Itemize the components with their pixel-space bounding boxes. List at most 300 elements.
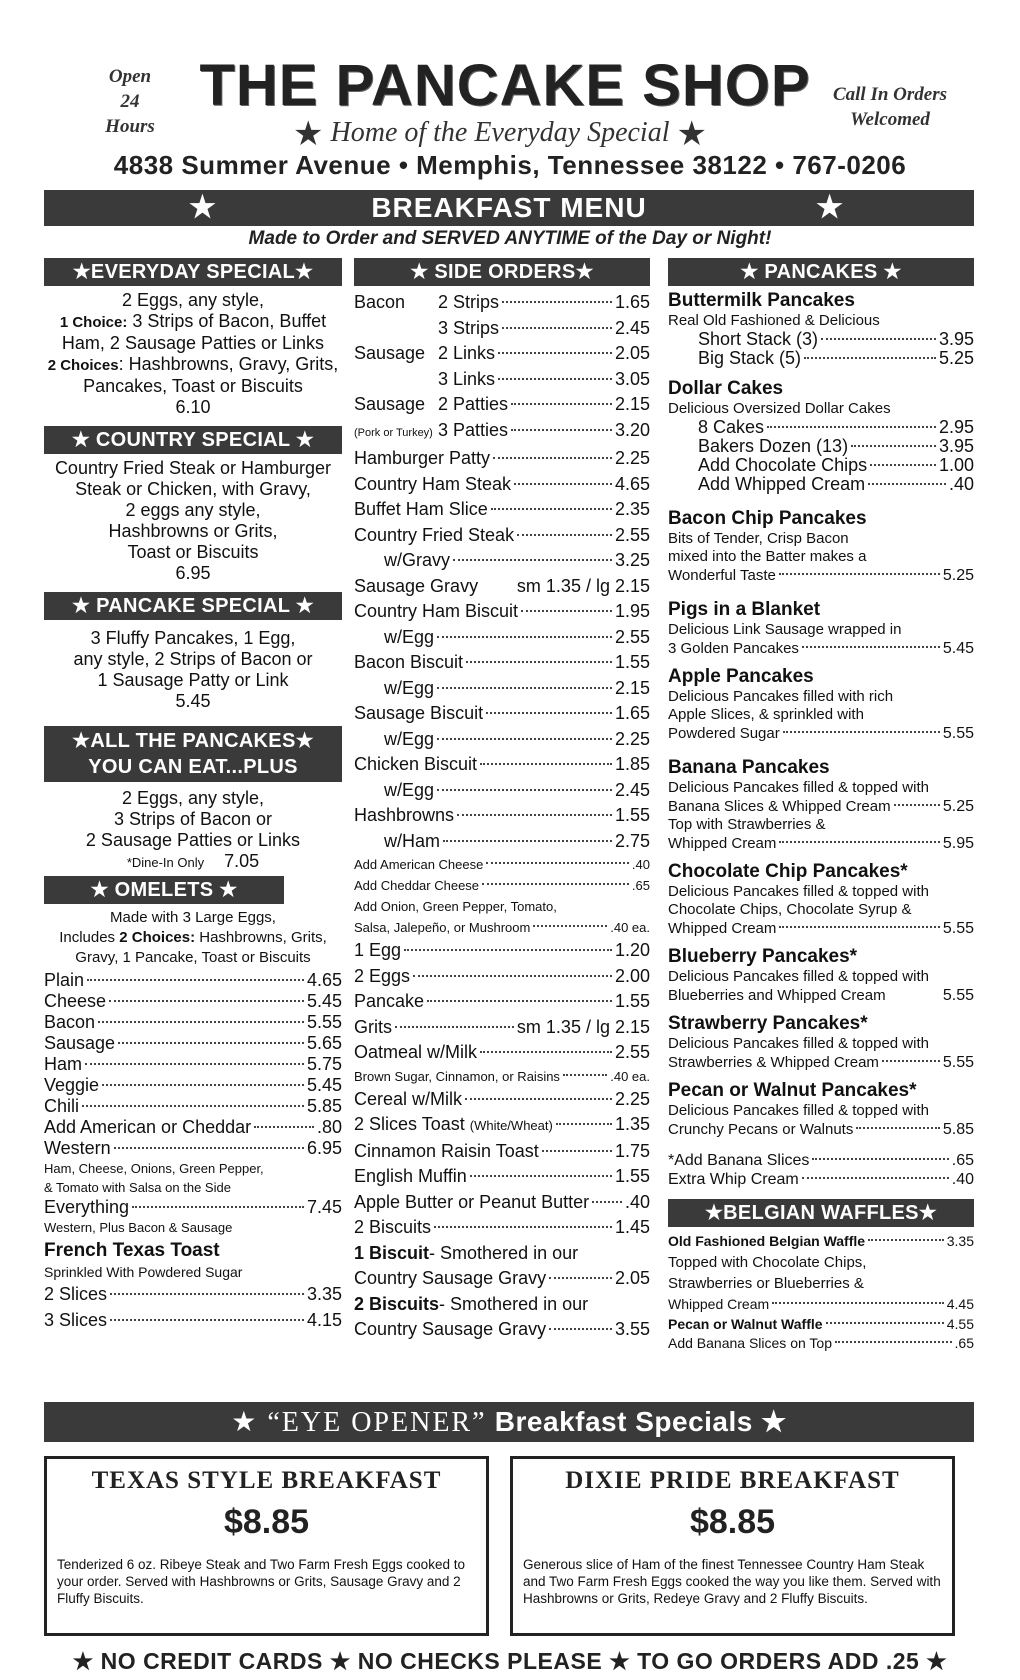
menu-item [354,1241,650,1267]
item-name: Cheese [44,991,107,1011]
item-name: Banana Slices & Whipped Cream [668,798,891,815]
item-price: .40 [624,1191,650,1212]
country-special [44,458,342,584]
tagline-text: Home of the Everyday Special [330,117,670,148]
item-name: w/Ham [384,830,441,851]
menu-item [354,938,650,964]
menu-item [354,1317,650,1343]
star-icon: ★ [293,116,324,153]
desc-line: 2 Eggs, any style, [121,290,265,310]
item-price: 3.55 [614,1319,650,1339]
item-price: 2.55 [614,1042,650,1062]
price: 6.95 [175,563,211,583]
item-price: 1.45 [614,1217,650,1237]
item-price: sm 1.35 / lg 2.15 [516,575,650,596]
item-note: Western, Plus Bacon & Sausage [44,1220,233,1235]
menu-item [354,829,650,855]
item-price: .65 [954,1335,974,1351]
desc-line: Pancakes, Toast or Biscuits [83,376,303,396]
menu-item [354,778,650,804]
eye-opener-quote: ★ “EYE OPENER” [231,1407,487,1438]
item-name: Add Banana Slices on Top [668,1335,832,1351]
waffle-desc: Strawberries or Blueberries & [668,1275,864,1292]
item-note: Ham, Cheese, Onions, Green Pepper, [44,1161,264,1176]
special-price: $8.85 [223,1503,310,1541]
item-name: English Muffin [354,1166,467,1186]
item-price: 2.25 [614,1088,650,1109]
item-name: Brown Sugar, Cinnamon, or Raisins [354,1068,560,1084]
item-price: 3.35 [946,1233,974,1249]
item-price: 2.55 [614,524,650,545]
everyday-special [44,290,342,418]
item-price: 1.35 [614,1114,650,1134]
desc-line: Gravy, 1 Pancake, Toast or Biscuits [75,949,311,966]
choice-label: 2 Choices [47,357,119,374]
item-price: 4.55 [946,1316,974,1332]
item-name: Chili [44,1096,80,1116]
item-name: Bacon Biscuit [354,652,464,672]
menu-item [354,418,650,447]
item-price: .40 [631,857,650,872]
item-name: 1 Egg [354,940,402,960]
desc-line: Country Fried Steak or Hamburger [54,458,332,478]
item-price: 5.45 [306,991,342,1011]
item-price: 5.75 [306,1054,342,1074]
item-price: 1.75 [614,1140,650,1161]
menu-item [668,919,974,938]
menu-item [354,1139,650,1165]
item-size: 2 Patties [438,394,509,414]
menu-item [44,991,342,1012]
item-price: 1.65 [614,292,650,312]
item-name: Everything [44,1197,130,1217]
item-name: Western [44,1138,111,1158]
item-name: w/Egg [384,677,435,698]
item-name: Strawberries & Whipped Cream [668,1054,879,1071]
menu-item [44,1282,342,1308]
item-desc: - Smothered in our [439,1293,589,1314]
menu-item [354,523,650,549]
menu-item [354,290,650,316]
item-price: 1.95 [614,601,650,621]
item-price: 1.55 [614,652,650,672]
item-price: 2.15 [614,677,650,698]
item-name: Sausage Gravy [354,575,479,596]
menu-item [44,1096,342,1117]
item-name: Short Stack (3) [698,329,819,349]
menu-item [354,917,650,938]
pancake-desc: Delicious Pancakes filled & topped with [668,883,929,900]
menu-item [668,1334,974,1353]
menu-item [44,1033,342,1054]
menu-item [44,970,342,991]
menu-item [354,1066,650,1087]
menu-item [354,1015,650,1041]
price: 5.45 [175,691,211,711]
menu-item [668,418,974,437]
menu-item [354,1164,650,1190]
item-name: Extra Whip Cream [668,1171,799,1188]
item-name: 2 Eggs [354,965,411,986]
pancake-special [44,628,342,712]
pancake-title: Pigs in a Blanket [668,599,821,620]
menu-item [44,1054,342,1075]
item-price: 2.55 [614,626,650,647]
item-desc: - Smothered in our [429,1242,579,1263]
omelets-intro [44,908,342,968]
pancakes-heading: ★ PANCAKES ★ [668,258,974,286]
item-price: 2.00 [614,965,650,986]
item-price: 5.55 [942,1054,974,1071]
item-price: 5.55 [942,987,974,1004]
item-price: 3.25 [614,550,650,570]
menu-item [354,676,650,702]
pancake-title: Blueberry Pancakes* [668,946,858,967]
desc-line: 3 Fluffy Pancakes, 1 Egg, [90,628,296,648]
item-name: w/Egg [384,779,435,800]
menu-item [354,701,650,727]
menu-item [668,475,974,494]
item-price: .65 [631,878,650,893]
menu-item [668,724,974,743]
item-price: 2.05 [614,343,650,363]
heading-line: ★ALL THE PANCAKES★ [72,730,314,752]
menu-item [354,341,650,367]
menu-item [354,1040,650,1066]
item-name: Add Chocolate Chips [698,455,868,475]
item-name: Buffet Ham Slice [354,499,488,519]
desc-line [44,311,342,333]
pancake-desc: Delicious Pancakes filled with rich [668,688,894,705]
choice-text: : Hashbrowns, Gravy, Grits, [118,354,339,374]
menu-item [354,650,650,676]
item-price: 4.65 [614,473,650,494]
menu-item [354,1215,650,1241]
menu-item [44,1117,342,1138]
eye-opener-title: Breakfast Specials ★ [486,1406,787,1437]
desc-line [44,928,342,948]
menu-item [668,1170,974,1189]
menu-item [354,392,650,418]
item-price: 2.45 [614,779,650,800]
column-left [44,258,342,1333]
choice-label: 1 Choice: [59,314,128,331]
item-name: w/Egg [384,728,435,749]
item-name: Powdered Sugar [668,725,780,742]
item-price: 5.55 [942,725,974,742]
item-name: w/Egg [384,626,435,647]
item-name: Whipped Cream [668,835,777,852]
item-note: Sprinkled With Powdered Sugar [44,1264,243,1280]
menu-item [354,727,650,753]
item-price: 2.05 [614,1268,650,1288]
item-price: 2.15 [614,394,650,414]
item-name: Whipped Cream [668,1296,770,1312]
price: 6.10 [175,397,211,417]
item-price: sm 1.35 / lg 2.15 [516,1016,650,1037]
item-price: 1.55 [614,991,650,1011]
item-name: Blueberries and Whipped Cream [668,987,886,1004]
menu-item [354,1292,650,1318]
pancake-desc: mixed into the Batter makes a [668,548,867,565]
item-price: 2.25 [614,728,650,749]
call-in-orders [815,82,965,132]
menu-item [668,1231,974,1252]
item-name: Big Stack (5) [698,348,802,368]
star-icon: ★ [189,191,217,224]
item-price: .40 ea. [610,1068,650,1084]
menu-item [354,1087,650,1113]
menu-item [668,437,974,456]
item-size: 3 Patties [438,419,509,440]
desc-line: Steak or Chicken, with Gravy, [75,479,311,499]
item-size: 3 Links [438,368,496,389]
menu-item [44,1308,342,1334]
heading-line: YOU CAN EAT...PLUS [88,756,298,778]
menu-item [354,497,650,523]
call-in-line: Welcomed [850,109,930,130]
item-name: 2 Biscuits [354,1293,440,1314]
item-name: 3 Golden Pancakes [668,640,799,657]
item-name: *Add Banana Slices [668,1152,810,1169]
menu-item [668,349,974,368]
texas-style-breakfast [44,1456,489,1636]
menu-item [354,1112,650,1139]
item-name: Add Cheddar Cheese [354,878,480,893]
menu-subtitle: Made to Order and SERVED ANYTIME of the Day or Night! [248,228,772,249]
choice-text: 3 Strips of Bacon, Buffet [127,311,327,331]
country-special-heading: ★ COUNTRY SPECIAL ★ [44,426,342,454]
item-price: 3.35 [306,1284,342,1304]
star-icon: ★ [676,116,707,153]
menu-item [354,854,650,875]
pancake-desc: Delicious Pancakes filled & topped with [668,1035,929,1052]
item-name: Hashbrowns [354,805,455,825]
menu-item [668,1315,974,1334]
item-name: Hamburger Patty [354,448,491,468]
shop-name: THE PANCAKE SHOP [199,53,811,118]
item-name: 2 Slices Toast [354,1114,465,1134]
menu-item [44,1012,342,1033]
item-name: Pancake [354,991,425,1011]
belgian-waffles-heading: ★BELGIAN WAFFLES★ [668,1199,974,1227]
item-name: Veggie [44,1075,100,1095]
pancake-desc: Delicious Pancakes filled & topped with [668,968,929,985]
item-price: 5.55 [942,920,974,937]
item-name: Cinnamon Raisin Toast [354,1140,539,1161]
item-price: 5.65 [306,1033,342,1053]
item-name: Pecan or Walnut Waffle [668,1316,823,1332]
side-orders-heading: ★ SIDE ORDERS★ [354,258,650,286]
item-name: Whipped Cream [668,920,777,937]
item-price: 1.00 [938,455,974,475]
menu-item [354,548,650,574]
menu-item [354,875,650,896]
item-price: 2.75 [614,830,650,851]
item-desc: Country Sausage Gravy [354,1268,547,1288]
all-you-can-eat [44,788,342,872]
item-name: 8 Cakes [698,417,765,437]
menu-item [354,367,650,393]
waffle-desc: Topped with Chocolate Chips, [668,1254,867,1271]
item-price: 1.65 [614,703,650,723]
column-middle [354,258,650,1343]
item-name: Ham [44,1054,83,1074]
menu-item [668,456,974,475]
desc-line [44,354,342,376]
item-note: (White/Wheat) [469,1118,553,1133]
menu-item [668,639,974,658]
menu-item [668,1053,974,1072]
item-price: 5.25 [938,348,974,368]
item-desc: Country Sausage Gravy [354,1319,547,1339]
pancake-title: Strawberry Pancakes* [668,1013,868,1034]
pancake-desc: Bits of Tender, Crisp Bacon [668,530,849,547]
item-price: 2.45 [614,317,650,338]
menu-item [668,986,974,1005]
item-size: 2 Links [438,343,496,363]
item-name: Apple Butter or Peanut Butter [354,1191,590,1212]
menu-item [354,989,650,1015]
item-price: 1.55 [614,1166,650,1186]
french-toast-title: French Texas Toast [44,1240,220,1261]
item-price: .40 ea. [610,920,650,935]
item-price: 6.95 [306,1138,342,1158]
pancake-desc: Real Old Fashioned & Delicious [668,312,880,329]
desc-line: 1 Sausage Patty or Link [97,670,289,690]
open-24-hours [90,64,170,139]
item-name: w/Gravy [384,550,451,570]
item-price: 5.55 [306,1012,342,1032]
item-name: Wonderful Taste [668,567,776,584]
item-note: & Tomato with Salsa on the Side [44,1180,231,1195]
item-price: .40 [951,1171,974,1188]
open-line: 24 [120,91,140,112]
item-note: (Pork or Turkey) [354,426,433,439]
pancake-desc: Delicious Oversized Dollar Cakes [668,400,891,417]
item-price: 3.95 [938,436,974,456]
menu-item [668,1151,974,1170]
pancake-title: Chocolate Chip Pancakes* [668,861,908,882]
everyday-special-heading: ★EVERYDAY SPECIAL★ [44,258,342,286]
item-price: 7.45 [306,1197,342,1217]
item-name: Sausage [44,1033,116,1053]
eye-opener-banner [44,1402,974,1442]
call-in-line: Call In Orders [832,84,948,105]
pancake-desc: Top with Strawberries & [668,816,826,833]
item-name: Sausage [354,343,426,363]
star-icon: ★ [816,191,844,224]
menu-item [668,1294,974,1315]
item-price: 3.95 [938,329,974,349]
menu-item [354,1266,650,1292]
item-price: .40 [948,474,974,494]
item-size: 2 Strips [438,292,500,312]
menu-item [354,446,650,472]
menu-item [354,472,650,498]
item-price: 5.45 [306,1075,342,1095]
desc-line: Ham, 2 Sausage Patties or Links [61,333,325,353]
intro-text: Hashbrowns, Grits, [195,929,327,946]
item-price: 2.35 [614,499,650,519]
item-name: Grits [354,1016,392,1037]
item-name: Bacon [44,1012,96,1032]
item-price: 5.95 [942,835,974,852]
breakfast-menu-banner [44,190,974,226]
pancake-special-heading: ★ PANCAKE SPECIAL ★ [44,592,342,620]
item-price: .65 [951,1152,974,1169]
intro-text: Includes [59,929,120,946]
item-name: Sausage Biscuit [354,703,484,723]
menu-item [354,752,650,778]
item-price: 4.45 [946,1296,974,1312]
omelet-list [44,970,342,1333]
item-name: 2 Biscuits [354,1217,432,1237]
item-price: 1.55 [614,805,650,825]
pancake-desc: Delicious Pancakes filled & topped with [668,1102,929,1119]
item-name: Plain [44,970,85,990]
open-line: Hours [105,116,155,137]
item-price: 5.25 [942,798,974,815]
item-name: 2 Slices [44,1284,108,1304]
open-line: Open [108,66,152,87]
price: 7.05 [224,851,260,871]
special-desc: Generous slice of Ham of the finest Tennessee Country Ham Steak and Two Farm Fresh Eggs cooked the way you like them. Served with Hashbrowns or Grits, Redeye Gravy and 2 Fluffy Biscuits. [523,1557,941,1606]
menu-item [668,330,974,349]
special-desc: Tenderized 6 oz. Ribeye Steak and Two Farm Fresh Eggs cooked to your order. Served with Hashbrowns or Grits, Sausage Gravy and 2 Fluffy Biscuits. [57,1557,465,1606]
tagline [270,114,730,154]
item-price: 5.85 [942,1121,974,1138]
menu-item [354,316,650,342]
item-name: Salsa, Jalepeño, or Mushroom [354,920,531,935]
all-you-can-eat-heading [44,726,342,782]
pancake-desc: Delicious Link Sausage wrapped in [668,621,902,638]
item-price: 4.65 [306,970,342,990]
desc-line: Hashbrowns or Grits, [108,521,278,541]
item-name: Old Fashioned Belgian Waffle [668,1233,866,1249]
pancake-title: Apple Pancakes [668,666,814,687]
item-size: 3 Strips [438,317,500,338]
footer-policy: ★ NO CREDIT CARDS ★ NO CHECKS PLEASE ★ TO GO ORDERS ADD .25 ★ [72,1648,948,1674]
item-name: Country Fried Steak [354,524,515,545]
item-name: Add Whipped Cream [698,474,866,494]
pancake-title: Buttermilk Pancakes [668,290,855,311]
item-name: Country Ham Steak [354,473,512,494]
pancake-title: Dollar Cakes [668,378,784,399]
menu-item [354,803,650,829]
breakfast-menu-title: BREAKFAST MENU [371,192,647,223]
special-title: TEXAS STYLE BREAKFAST [91,1467,442,1494]
item-name: Oatmeal w/Milk [354,1042,478,1062]
menu-item [44,1075,342,1096]
menu-item [668,797,974,816]
desc-line: 2 Eggs, any style, [121,788,265,808]
item-name: Add American or Cheddar [44,1117,252,1137]
menu-item [668,566,974,585]
item-price: 5.25 [942,567,974,584]
dixie-pride-breakfast [510,1456,955,1636]
desc-line: Toast or Biscuits [127,542,259,562]
intro-bold: 2 Choices: [119,929,196,946]
item-name: Bacon [354,292,406,312]
pancake-title: Bacon Chip Pancakes [668,508,867,529]
desc-line: 2 eggs any style, [125,500,261,520]
item-price: .80 [316,1117,342,1137]
item-name: Bakers Dozen (13) [698,436,849,456]
special-title: DIXIE PRIDE BREAKFAST [565,1467,900,1494]
special-price: $8.85 [689,1503,776,1541]
item-name: Chicken Biscuit [354,754,478,774]
